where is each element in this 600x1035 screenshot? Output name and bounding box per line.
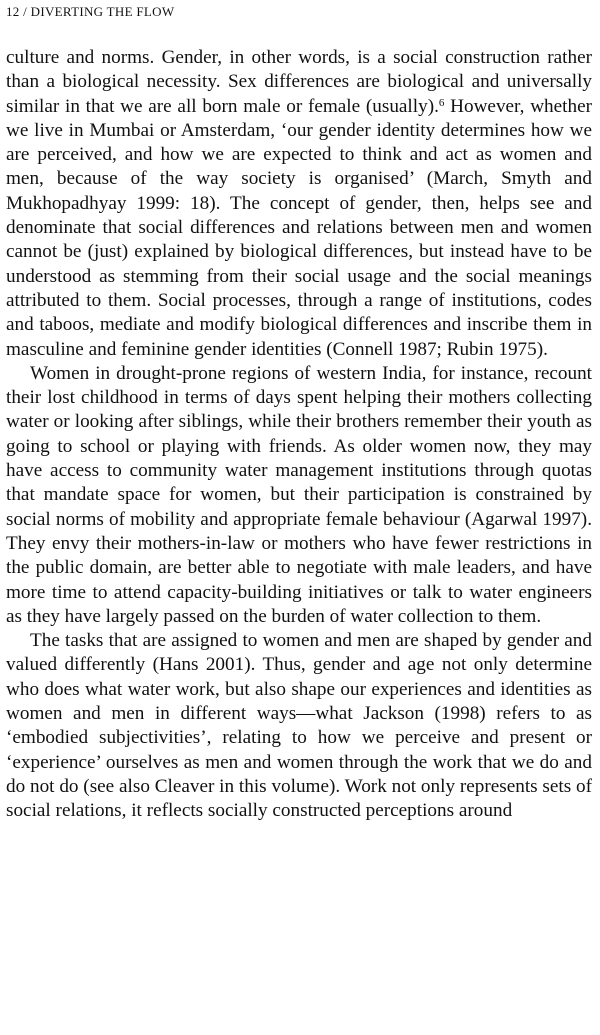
- paragraph-text: culture and norms. Gender, in other words, is a social construction rather than a biological necessity. Sex differences are biological and universally similar in that we are all born male or female (usually).: [6, 47, 592, 117]
- running-head-separator: /: [23, 4, 28, 19]
- running-head: [6, 4, 592, 20]
- paragraph-western-india: Women in drought-prone regions of western India, for instance, recount their lost childhood in terms of days spent helping their mothers collecting water or looking after siblings, while their brothers remember their youth as going to school or playing with friends. As older women now, they may have access to community water management institutions through quotas that mandate space for women, but their participation is constrained by social norms of mobility and appropriate female behaviour (Agarwal 1997). They envy their mothers-in-law or mothers who have fewer restrictions in the public domain, are better able to negotiate with male leaders, and have more time to attend capacity-building initiatives or talk to water engineers as they have largely passed on the burden of water collection to them.: [6, 362, 592, 627]
- book-title: DIVERTING THE FLOW: [30, 4, 175, 19]
- page-number: 12: [6, 4, 20, 19]
- footnote-reference: 6: [438, 97, 445, 110]
- paragraph-text: However, whether we live in Mumbai or Amsterdam, ‘our gender identity determines how we are perceived, and how we are expected to think and act as women and men, because of the way society is organised’ (March, Smyth and Mukhopadhyay 1999: 18). The concept of gender, then, helps see and denominate that social differences and relations between men and women cannot be (just) explained by biological differences, but instead have to be understood as stemming from their social usage and the social meanings attributed to them. Social processes, through a range of institutions, codes and taboos, mediate and modify biological differences and inscribe them in masculine and feminine gender identities (Connell 1987; Rubin 1975).: [6, 95, 592, 360]
- body-text: [6, 46, 592, 824]
- paragraph-tasks: The tasks that are assigned to women and men are shaped by gender and valued differently (Hans 2001). Thus, gender and age not only determine who does what water work, but also shape our experiences and identities as women and men in different ways—what Jackson (1998) refers to as ‘embodied subjectivities’, relating to how we perceive and present or ‘experience’ ourselves as men and women through the work that we do and do not do (see also Cleaver in this volume). Work not only represents sets of social relations, it reflects socially constructed perceptions around: [6, 630, 592, 822]
- paragraph-gender-construction: [6, 46, 592, 362]
